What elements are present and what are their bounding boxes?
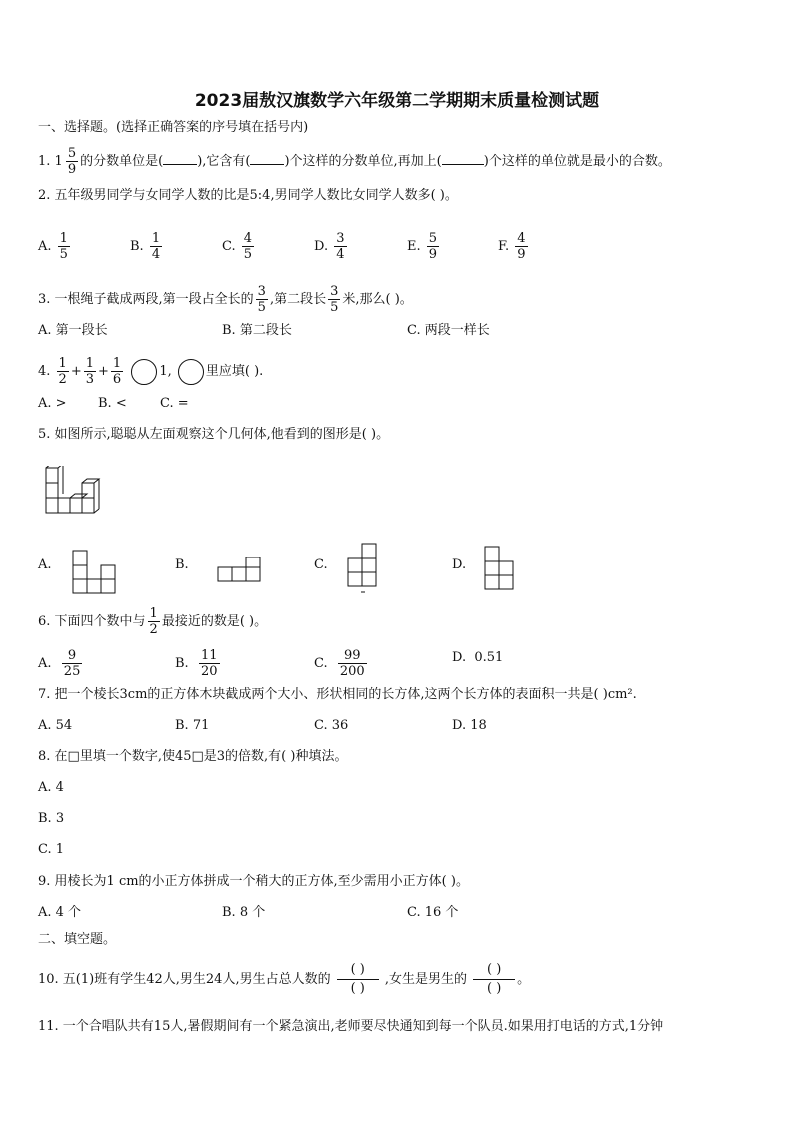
q4-fraction-c: $\frac{1}{6}$ [112,356,122,387]
q4-fraction-b: $\frac{1}{3}$ [85,356,95,387]
q1-text-1: 的分数单位是( [80,154,164,169]
question-3 [38,284,413,315]
q5-option-b-figure[interactable] [217,557,263,583]
q2-option-f[interactable]: F. $\frac{4}{9}$ [498,231,526,262]
q3-option-b[interactable]: B. 第二段长 [222,323,292,338]
q4-answer-circle[interactable] [131,359,157,385]
q5-option-d-figure[interactable] [484,546,516,592]
q9-option-b[interactable]: B. 8 个 [222,905,266,920]
q2-option-e[interactable]: E. $\frac{5}{9}$ [407,231,438,262]
q3-option-c[interactable]: C. 两段一样长 [407,323,490,338]
q1-text-2: ),它含有( [197,154,251,169]
q3-option-a[interactable]: A. 第一段长 [38,323,108,338]
q1-mixed-number [55,146,81,177]
q2-option-b[interactable]: B. $\frac{1}{4}$ [130,231,161,262]
q1-whole: 1 [54,153,63,169]
q6-option-d[interactable]: D. 0.51 [452,650,504,665]
q1-blank-2[interactable] [250,152,284,165]
q4-circle-symbol [178,359,204,385]
q8-option-c[interactable]: C. 1 [38,842,65,857]
q6-text-1: 6. 下面四个数中与 [38,614,146,629]
q3-fraction-1: $\frac{3}{5}$ [257,284,266,315]
q5-option-a-figure[interactable] [72,550,118,594]
q2-option-d[interactable]: D. $\frac{3}{4}$ [314,231,345,262]
q4-plus-1: + [70,364,82,379]
q6-fraction: $\frac{1}{2}$ [149,606,158,637]
q7-option-a[interactable]: A. 54 [38,718,73,733]
question-1 [38,146,671,177]
q3-text-3: 米,那么( )。 [342,292,413,307]
q10-fraction-blank-2[interactable]: ( ) ( ) [473,961,515,998]
q1-blank-3[interactable] [442,152,484,165]
question-5: 5. 如图所示,聪聪从左面观察这个几何体,他看到的图形是( )。 [38,427,390,442]
q2-option-a[interactable]: A. $\frac{1}{5}$ [38,231,68,262]
q4-one: 1, [159,364,172,379]
q6-option-a[interactable]: A. $\frac{9}{25}$ [38,648,81,679]
q10-text-2: ,女生是男生的 [384,972,467,987]
page-title: 2023届敖汉旗数学六年级第二学期期末质量检测试题 [194,91,600,111]
q4-fraction-a: $\frac{1}{2}$ [58,356,67,387]
q9-option-c[interactable]: C. 16 个 [407,905,459,920]
q10-text-1: 10. 五(1)班有学生42人,男生24人,男生占总人数的 [38,972,331,987]
q7-option-b[interactable]: B. 71 [175,718,210,733]
q5-option-a[interactable]: A. [38,557,52,572]
q1-text-4: )个这样的单位就是最小的合数。 [483,154,671,169]
q4-option-b[interactable]: B. < [98,396,127,411]
q1-fraction: $\frac{5}{9}$ [67,146,77,177]
question-4 [38,356,263,387]
question-2: 2. 五年级男同学与女同学人数的比是5:4,男同学人数比女同学人数多( )。 [38,188,458,203]
q6-option-c[interactable]: C. $\frac{99}{200}$ [314,648,365,679]
q9-option-a[interactable]: A. 4 个 [38,905,82,920]
q4-option-c[interactable]: C. = [160,396,189,411]
q5-option-c[interactable]: C. [314,557,328,572]
q7-option-d[interactable]: D. 18 [452,718,487,733]
section-fill-heading: 二、填空题。 [38,932,117,947]
q4-text: 里应填( ). [205,364,264,379]
q6-option-b[interactable]: B. $\frac{11}{20}$ [175,648,218,679]
q4-option-a[interactable]: A. > [38,396,67,411]
question-6 [38,606,267,637]
section-choice-heading: 一、选择题。(选择正确答案的序号填在括号内) [38,120,309,135]
q4-plus-2: + [98,364,109,379]
q8-option-b[interactable]: B. 3 [38,811,65,826]
question-7: 7. 把一个棱长3cm的正方体木块截成两个大小、形状相同的长方体,这两个长方体的表面积一共是( )cm². [38,687,637,702]
q8-option-a[interactable]: A. 4 [38,780,64,795]
q5-option-b[interactable]: B. [175,557,189,572]
q10-fraction-blank-1[interactable]: ( ) ( ) [337,961,379,998]
q6-text-2: 最接近的数是( )。 [161,614,268,629]
q1-blank-1[interactable] [163,152,197,165]
q1-number: 1. [38,154,51,169]
q5-option-c-figure[interactable] [347,543,381,595]
q4-number: 4. [38,364,51,379]
q1-text-3: )个这样的分数单位,再加上( [284,154,442,169]
question-9: 9. 用棱长为1 cm的小正方体拼成一个稍大的正方体,至少需用小正方体( )。 [38,874,469,889]
q3-text-2: ,第二段长 [269,292,327,307]
q7-option-c[interactable]: C. 36 [314,718,349,733]
q5-solid-figure [42,466,102,518]
q3-fraction-2: $\frac{3}{5}$ [330,284,339,315]
q3-text-1: 3. 一根绳子截成两段,第一段占全长的 [38,292,254,307]
question-11: 11. 一个合唱队共有15人,暑假期间有一个紧急演出,老师要尽快通知到每一个队员.如果用打电话的方式,1分钟 [38,1019,664,1034]
question-10 [38,960,530,1000]
q10-text-3: 。 [517,972,531,987]
question-8: 8. 在□里填一个数字,使45□是3的倍数,有( )种填法。 [38,749,348,764]
q5-option-d[interactable]: D. [452,557,467,572]
q2-option-c[interactable]: C. $\frac{4}{5}$ [222,231,253,262]
